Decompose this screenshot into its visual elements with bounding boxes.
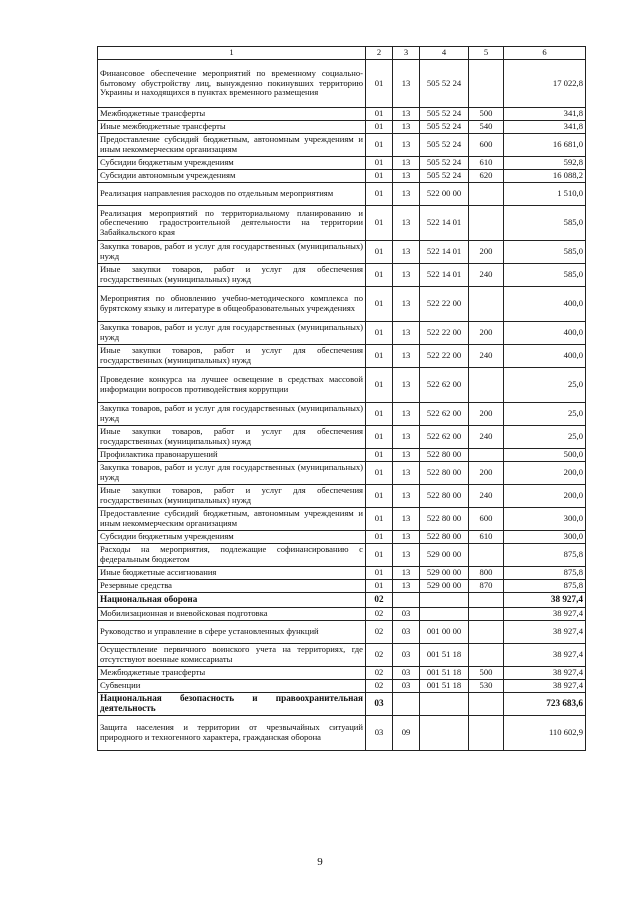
expense-type-cell	[469, 644, 504, 667]
table-row	[98, 667, 586, 680]
table-row	[98, 621, 586, 644]
table-row	[98, 485, 586, 508]
amount-cell: 38 927,4	[504, 621, 586, 644]
item-name-cell: Профилактика правонарушений	[98, 449, 366, 462]
target-article-cell: 522 80 00	[420, 531, 469, 544]
table-row	[98, 426, 586, 449]
subsection-code-cell: 13	[393, 322, 420, 345]
subsection-code-cell: 13	[393, 345, 420, 368]
expense-type-cell	[469, 621, 504, 644]
amount-cell: 38 927,4	[504, 680, 586, 693]
target-article-cell: 522 22 00	[420, 322, 469, 345]
item-name-cell: Межбюджетные трансферты	[98, 108, 366, 121]
target-article-cell: 505 52 24	[420, 134, 469, 157]
section-code-cell: 01	[366, 157, 393, 170]
amount-cell: 200,0	[504, 485, 586, 508]
section-code-cell: 02	[366, 667, 393, 680]
item-name-cell: Иные бюджетные ассигнования	[98, 567, 366, 580]
target-article-cell: 529 00 00	[420, 544, 469, 567]
table-row	[98, 403, 586, 426]
subsection-code-cell: 13	[393, 508, 420, 531]
amount-cell: 875,8	[504, 567, 586, 580]
amount-cell: 300,0	[504, 508, 586, 531]
subsection-code-cell: 03	[393, 608, 420, 621]
section-code-cell: 01	[366, 403, 393, 426]
item-name-cell: Иные закупки товаров, работ и услуг для обеспечения государственных (муниципальных) нужд	[98, 264, 366, 287]
expense-type-cell: 200	[469, 241, 504, 264]
target-article-cell: 522 14 01	[420, 264, 469, 287]
amount-cell: 400,0	[504, 345, 586, 368]
subsection-code-cell: 13	[393, 368, 420, 403]
target-article-cell: 001 51 18	[420, 644, 469, 667]
amount-cell: 585,0	[504, 206, 586, 241]
expense-type-cell	[469, 183, 504, 206]
subsection-code-cell: 13	[393, 183, 420, 206]
item-name-cell: Резервные средства	[98, 580, 366, 593]
section-code-cell: 01	[366, 449, 393, 462]
subsection-code-cell: 09	[393, 716, 420, 751]
target-article-cell: 522 00 00	[420, 183, 469, 206]
amount-cell: 1 510,0	[504, 183, 586, 206]
target-article-cell	[420, 593, 469, 608]
expense-type-cell	[469, 544, 504, 567]
target-article-cell: 001 00 00	[420, 621, 469, 644]
section-code-cell: 01	[366, 60, 393, 108]
target-article-cell: 505 52 24	[420, 108, 469, 121]
item-name-cell: Субсидии бюджетным учреждениям	[98, 157, 366, 170]
section-code-cell: 01	[366, 485, 393, 508]
amount-cell: 38 927,4	[504, 667, 586, 680]
expense-type-cell: 600	[469, 508, 504, 531]
section-code-cell: 01	[366, 183, 393, 206]
amount-cell: 400,0	[504, 287, 586, 322]
amount-cell: 38 927,4	[504, 644, 586, 667]
budget-table-container	[97, 46, 586, 751]
section-code-cell: 02	[366, 593, 393, 608]
target-article-cell: 529 00 00	[420, 567, 469, 580]
table-row	[98, 449, 586, 462]
expense-type-cell: 540	[469, 121, 504, 134]
subsection-code-cell: 13	[393, 241, 420, 264]
table-row	[98, 567, 586, 580]
target-article-cell: 001 51 18	[420, 680, 469, 693]
table-row	[98, 531, 586, 544]
expense-type-cell	[469, 368, 504, 403]
table-row	[98, 134, 586, 157]
item-name-cell: Иные закупки товаров, работ и услуг для обеспечения государственных (муниципальных) нужд	[98, 485, 366, 508]
target-article-cell: 522 22 00	[420, 345, 469, 368]
target-article-cell	[420, 608, 469, 621]
amount-cell: 17 022,8	[504, 60, 586, 108]
subsection-code-cell: 13	[393, 157, 420, 170]
subsection-code-cell: 13	[393, 121, 420, 134]
expense-type-cell	[469, 60, 504, 108]
section-code-cell: 01	[366, 462, 393, 485]
expense-type-cell: 240	[469, 426, 504, 449]
subsection-code-cell: 13	[393, 449, 420, 462]
header-cell-3: 3	[393, 47, 420, 60]
subsection-code-cell: 13	[393, 426, 420, 449]
subsection-code-cell: 13	[393, 206, 420, 241]
target-article-cell: 522 80 00	[420, 508, 469, 531]
amount-cell: 875,8	[504, 544, 586, 567]
item-name-cell: Мобилизационная и вневойсковая подготовка	[98, 608, 366, 621]
expense-type-cell: 240	[469, 345, 504, 368]
section-code-cell: 01	[366, 121, 393, 134]
subsection-code-cell: 13	[393, 287, 420, 322]
item-name-cell: Субсидии бюджетным учреждениям	[98, 531, 366, 544]
target-article-cell: 522 62 00	[420, 368, 469, 403]
item-name-cell: Иные закупки товаров, работ и услуг для обеспечения государственных (муниципальных) нужд	[98, 426, 366, 449]
item-name-cell: Руководство и управление в сфере установленных функций	[98, 621, 366, 644]
amount-cell: 592,8	[504, 157, 586, 170]
subsection-code-cell: 13	[393, 580, 420, 593]
table-row	[98, 241, 586, 264]
expense-type-cell: 500	[469, 667, 504, 680]
table-row	[98, 60, 586, 108]
header-cell-4: 4	[420, 47, 469, 60]
expense-type-cell: 610	[469, 157, 504, 170]
expense-type-cell: 200	[469, 322, 504, 345]
subsection-code-cell: 13	[393, 108, 420, 121]
expense-type-cell: 200	[469, 403, 504, 426]
table-row	[98, 368, 586, 403]
target-article-cell: 522 22 00	[420, 287, 469, 322]
amount-cell: 875,8	[504, 580, 586, 593]
amount-cell: 16 088,2	[504, 170, 586, 183]
item-name-cell: Иные межбюджетные трансферты	[98, 121, 366, 134]
table-row	[98, 206, 586, 241]
item-name-cell: Предоставление субсидий бюджетным, автономным учреждениям и иным некоммерческим организациям	[98, 134, 366, 157]
amount-cell: 300,0	[504, 531, 586, 544]
section-code-cell: 01	[366, 206, 393, 241]
section-code-cell: 01	[366, 108, 393, 121]
header-cell-6: 6	[504, 47, 586, 60]
expense-type-cell: 620	[469, 170, 504, 183]
amount-cell: 38 927,4	[504, 593, 586, 608]
item-name-cell: Закупка товаров, работ и услуг для государственных (муниципальных) нужд	[98, 241, 366, 264]
item-name-cell: Национальная оборона	[98, 593, 366, 608]
table-row	[98, 608, 586, 621]
amount-cell: 25,0	[504, 426, 586, 449]
item-name-cell: Иные закупки товаров, работ и услуг для обеспечения государственных (муниципальных) нужд	[98, 345, 366, 368]
expense-type-cell: 870	[469, 580, 504, 593]
expense-type-cell: 600	[469, 134, 504, 157]
item-name-cell: Национальная безопасность и правоохранительная деятельность	[98, 693, 366, 716]
amount-cell: 25,0	[504, 368, 586, 403]
budget-table	[97, 46, 586, 751]
item-name-cell: Реализация мероприятий по территориальному планированию и обеспечению градостроительной деятельности на территории Забайкальского края	[98, 206, 366, 241]
table-row	[98, 693, 586, 716]
target-article-cell	[420, 693, 469, 716]
item-name-cell: Закупка товаров, работ и услуг для государственных (муниципальных) нужд	[98, 462, 366, 485]
subsection-code-cell: 13	[393, 485, 420, 508]
target-article-cell: 505 52 24	[420, 121, 469, 134]
subsection-code-cell: 13	[393, 567, 420, 580]
section-code-cell: 02	[366, 644, 393, 667]
table-row	[98, 264, 586, 287]
expense-type-cell	[469, 206, 504, 241]
subsection-code-cell: 13	[393, 462, 420, 485]
item-name-cell: Межбюджетные трансферты	[98, 667, 366, 680]
expense-type-cell	[469, 608, 504, 621]
amount-cell: 200,0	[504, 462, 586, 485]
amount-cell: 25,0	[504, 403, 586, 426]
target-article-cell: 505 52 24	[420, 170, 469, 183]
section-code-cell: 01	[366, 170, 393, 183]
section-code-cell: 01	[366, 134, 393, 157]
amount-cell: 723 683,6	[504, 693, 586, 716]
table-row	[98, 287, 586, 322]
amount-cell: 341,8	[504, 121, 586, 134]
expense-type-cell: 530	[469, 680, 504, 693]
target-article-cell: 522 80 00	[420, 462, 469, 485]
item-name-cell: Закупка товаров, работ и услуг для государственных (муниципальных) нужд	[98, 322, 366, 345]
subsection-code-cell	[393, 693, 420, 716]
expense-type-cell	[469, 716, 504, 751]
item-name-cell: Защита населения и территории от чрезвычайных ситуаций природного и техногенного характера, гражданская оборона	[98, 716, 366, 751]
section-code-cell: 01	[366, 322, 393, 345]
subsection-code-cell: 13	[393, 264, 420, 287]
item-name-cell: Финансовое обеспечение мероприятий по временному социально-бытовому обустройству лиц, вынужденно покинувших территорию Украины и находящихся в пунктах временного размещения	[98, 60, 366, 108]
item-name-cell: Проведение конкурса на лучшее освещение в средствах массовой информации вопросов противодействия коррупции	[98, 368, 366, 403]
expense-type-cell: 800	[469, 567, 504, 580]
table-row	[98, 121, 586, 134]
expense-type-cell	[469, 449, 504, 462]
section-code-cell: 01	[366, 508, 393, 531]
table-row	[98, 170, 586, 183]
table-row	[98, 345, 586, 368]
target-article-cell: 505 52 24	[420, 157, 469, 170]
table-row	[98, 716, 586, 751]
table-row	[98, 593, 586, 608]
table-row	[98, 157, 586, 170]
header-cell-5: 5	[469, 47, 504, 60]
target-article-cell: 529 00 00	[420, 580, 469, 593]
section-code-cell: 01	[366, 241, 393, 264]
expense-type-cell: 610	[469, 531, 504, 544]
target-article-cell: 522 14 01	[420, 206, 469, 241]
target-article-cell: 522 14 01	[420, 241, 469, 264]
section-code-cell: 03	[366, 693, 393, 716]
expense-type-cell	[469, 287, 504, 322]
subsection-code-cell: 13	[393, 403, 420, 426]
amount-cell: 16 681,0	[504, 134, 586, 157]
page-number: 9	[317, 856, 323, 868]
amount-cell: 500,0	[504, 449, 586, 462]
item-name-cell: Закупка товаров, работ и услуг для государственных (муниципальных) нужд	[98, 403, 366, 426]
table-row	[98, 644, 586, 667]
table-row	[98, 680, 586, 693]
subsection-code-cell: 03	[393, 667, 420, 680]
expense-type-cell: 200	[469, 462, 504, 485]
table-row	[98, 580, 586, 593]
section-code-cell: 02	[366, 608, 393, 621]
subsection-code-cell: 13	[393, 60, 420, 108]
amount-cell: 341,8	[504, 108, 586, 121]
target-article-cell: 001 51 18	[420, 667, 469, 680]
item-name-cell: Предоставление субсидий бюджетным, автономным учреждениям и иным некоммерческим организациям	[98, 508, 366, 531]
subsection-code-cell: 03	[393, 680, 420, 693]
table-row	[98, 544, 586, 567]
target-article-cell: 522 62 00	[420, 426, 469, 449]
section-code-cell: 01	[366, 544, 393, 567]
table-row	[98, 183, 586, 206]
target-article-cell: 522 80 00	[420, 485, 469, 508]
table-header-row	[98, 47, 586, 60]
expense-type-cell	[469, 693, 504, 716]
section-code-cell: 02	[366, 680, 393, 693]
subsection-code-cell: 13	[393, 531, 420, 544]
expense-type-cell: 500	[469, 108, 504, 121]
table-row	[98, 322, 586, 345]
target-article-cell	[420, 716, 469, 751]
section-code-cell: 01	[366, 531, 393, 544]
section-code-cell: 01	[366, 345, 393, 368]
amount-cell: 400,0	[504, 322, 586, 345]
item-name-cell: Расходы на мероприятия, подлежащие софинансированию с федеральным бюджетом	[98, 544, 366, 567]
section-code-cell: 01	[366, 567, 393, 580]
expense-type-cell: 240	[469, 264, 504, 287]
expense-type-cell: 240	[469, 485, 504, 508]
subsection-code-cell	[393, 593, 420, 608]
item-name-cell: Мероприятия по обновлению учебно-методического комплекса по бурятскому языку и литературе в общеобразовательных учреждениях	[98, 287, 366, 322]
subsection-code-cell: 13	[393, 134, 420, 157]
section-code-cell: 01	[366, 264, 393, 287]
section-code-cell: 03	[366, 716, 393, 751]
item-name-cell: Субвенции	[98, 680, 366, 693]
table-row	[98, 108, 586, 121]
target-article-cell: 522 62 00	[420, 403, 469, 426]
table-row	[98, 462, 586, 485]
subsection-code-cell: 13	[393, 544, 420, 567]
amount-cell: 585,0	[504, 264, 586, 287]
section-code-cell: 01	[366, 426, 393, 449]
amount-cell: 585,0	[504, 241, 586, 264]
section-code-cell: 01	[366, 368, 393, 403]
expense-type-cell	[469, 593, 504, 608]
table-row	[98, 508, 586, 531]
amount-cell: 110 602,9	[504, 716, 586, 751]
item-name-cell: Субсидии автономным учреждениям	[98, 170, 366, 183]
subsection-code-cell: 13	[393, 170, 420, 183]
target-article-cell: 505 52 24	[420, 60, 469, 108]
section-code-cell: 01	[366, 580, 393, 593]
section-code-cell: 02	[366, 621, 393, 644]
target-article-cell: 522 80 00	[420, 449, 469, 462]
item-name-cell: Реализация направления расходов по отдельным мероприятиям	[98, 183, 366, 206]
subsection-code-cell: 03	[393, 621, 420, 644]
subsection-code-cell: 03	[393, 644, 420, 667]
item-name-cell: Осуществление первичного воинского учета на территориях, где отсутствуют военные комиссариаты	[98, 644, 366, 667]
header-cell-1: 1	[98, 47, 366, 60]
header-cell-2: 2	[366, 47, 393, 60]
amount-cell: 38 927,4	[504, 608, 586, 621]
section-code-cell: 01	[366, 287, 393, 322]
